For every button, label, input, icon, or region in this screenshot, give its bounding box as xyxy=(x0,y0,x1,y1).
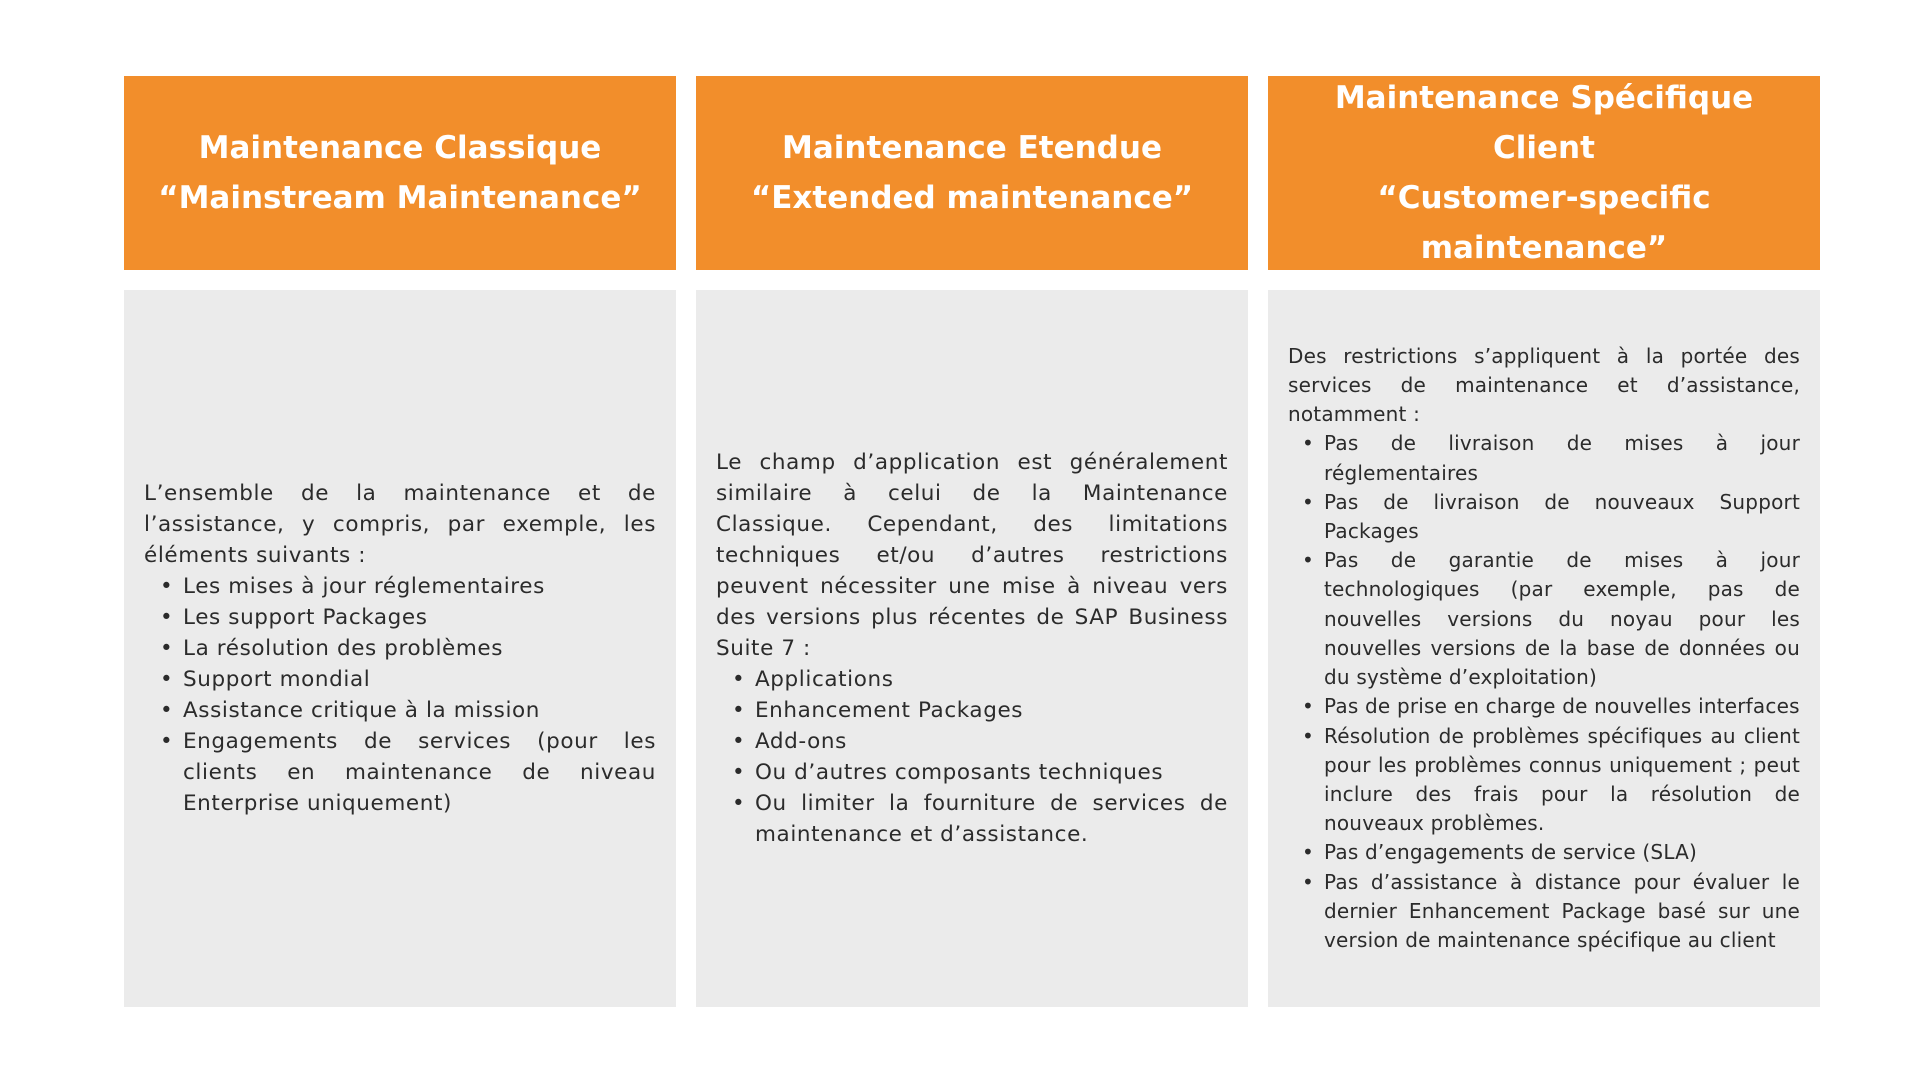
header-title: Maintenance Etendue xyxy=(782,130,1162,166)
column-classic-maintenance xyxy=(124,76,676,1007)
list-item: • Enhancement Packages xyxy=(716,695,1228,726)
intro-text: L’ensemble de la maintenance et de l’assistance, y compris, par exemple, les éléments suivants : xyxy=(144,481,656,568)
header-subtitle: “Mainstream Maintenance” xyxy=(158,180,642,216)
column-header xyxy=(124,76,676,270)
bullet-list xyxy=(716,664,1228,850)
list-item: • Ou limiter la fourniture de services de maintenance et d’assistance. xyxy=(716,788,1228,850)
list-item: • Pas de prise en charge de nouvelles interfaces xyxy=(1288,692,1800,721)
header-title: Maintenance Classique xyxy=(198,130,602,166)
list-item: • Pas de garantie de mises à jour technologiques (par exemple, pas de nouvelles versions du noyau pour les nouvelles versions de la base de données ou du système d’exploitation) xyxy=(1288,546,1800,692)
header-subtitle-cont: maintenance” xyxy=(1420,230,1668,266)
list-item: • Assistance critique à la mission xyxy=(144,695,656,726)
list-item: • Les mises à jour réglementaires xyxy=(144,571,656,602)
header-subtitle: “Customer-specific xyxy=(1377,180,1711,216)
list-item: • Applications xyxy=(716,664,1228,695)
list-item: • Pas d’engagements de service (SLA) xyxy=(1288,838,1800,867)
list-item: • Les support Packages xyxy=(144,602,656,633)
list-item: • Pas de livraison de nouveaux Support Packages xyxy=(1288,488,1800,546)
header-subtitle: “Extended maintenance” xyxy=(750,180,1194,216)
column-customer-specific-maintenance xyxy=(1268,76,1820,1007)
list-item: • Support mondial xyxy=(144,664,656,695)
list-item: • Résolution de problèmes spécifiques au client pour les problèmes connus uniquement ; peut inclure des frais pour la résolution de nouveaux problèmes. xyxy=(1288,722,1800,839)
list-item: • Add-ons xyxy=(716,726,1228,757)
column-header xyxy=(1268,76,1820,270)
bullet-list xyxy=(1288,429,1800,955)
column-body xyxy=(696,290,1248,1007)
intro-text: Des restrictions s’appliquent à la portée des services de maintenance et d’assistance, notamment : xyxy=(1288,343,1800,427)
bullet-list xyxy=(144,571,656,819)
list-item: • Pas d’assistance à distance pour évaluer le dernier Enhancement Package basé sur une version de maintenance spécifique au client xyxy=(1288,868,1800,956)
header-title: Maintenance Spécifique Client xyxy=(1334,80,1754,166)
list-item: • Engagements de services (pour les clients en maintenance de niveau Enterprise uniquement) xyxy=(144,726,656,819)
column-body xyxy=(124,290,676,1007)
list-item: • Ou d’autres composants techniques xyxy=(716,757,1228,788)
intro-text: Le champ d’application est généralement similaire à celui de la Maintenance Classique. Cependant, des limitations techniques et/ou d’autres restrictions peuvent nécessiter une mise à niveau vers des versions plus récentes de SAP Business Suite 7 : xyxy=(716,450,1228,661)
column-body xyxy=(1268,290,1820,1007)
column-extended-maintenance xyxy=(696,76,1248,1007)
list-item: • La résolution des problèmes xyxy=(144,633,656,664)
list-item: • Pas de livraison de mises à jour réglementaires xyxy=(1288,429,1800,487)
column-header xyxy=(696,76,1248,270)
